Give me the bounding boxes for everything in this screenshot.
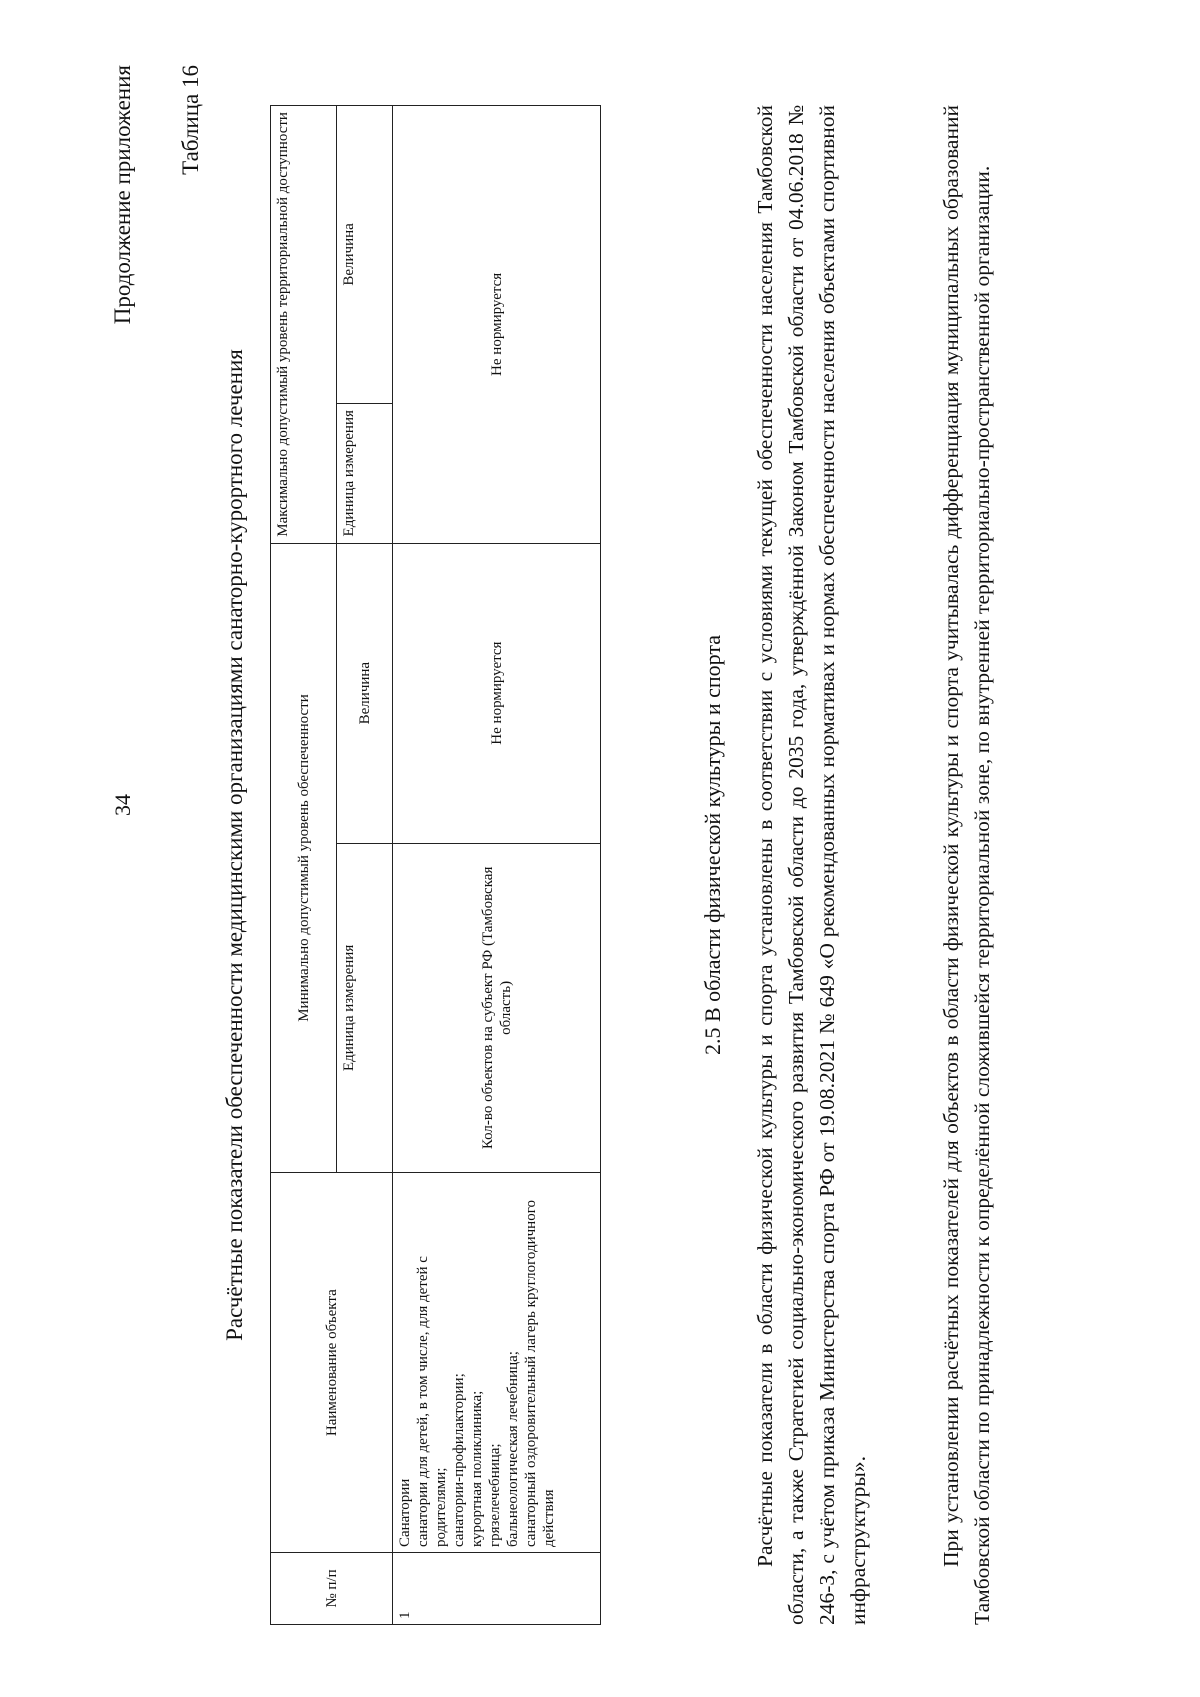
header-object-name: Наименование объекта <box>271 1173 393 1553</box>
object-line: санатории-профилактории; <box>451 1373 467 1548</box>
appendix-continuation: Продолжение приложения <box>110 65 135 325</box>
row-object-name <box>393 1173 601 1553</box>
paragraph-1 <box>750 105 874 1625</box>
header-max-value: Величина <box>337 106 393 404</box>
row-max-value: Не нормируется <box>393 106 601 544</box>
paragraph-1-text: Расчётные показатели в области физической культуры и спорта установлены в соответствии с условиями текущей обеспеченности населения Тамбовской области, а также Стратегией социально-экономического развития Тамбовской области до 2035 года, утверждённой Законом Тамбовской области от 04.06.2018 № 246-З, с учётом приказа Министерства спорта РФ от 19.08.2021 № 649 «О рекомендованных нормативах и нормах обеспеченности населения объектами спортивной инфраструктуры». <box>753 105 870 1625</box>
header-min-value: Величина <box>337 543 393 843</box>
object-line: курортная поликлиника; <box>469 1390 485 1548</box>
header-num: № п/п <box>271 1553 393 1625</box>
indicators-table <box>270 105 601 1625</box>
header-max-unit: Единица измерения <box>337 403 393 543</box>
row-min-value: Не нормируется <box>393 543 601 843</box>
table-number: Таблица 16 <box>178 65 203 175</box>
paragraph-2 <box>936 105 998 1625</box>
object-line: санаторный оздоровительный лагерь круглогодичного действия <box>523 1200 557 1548</box>
row-min-unit: Кол-во объектов на субъект РФ (Тамбовская область) <box>393 843 601 1173</box>
object-line: бальнеологическая лечебница; <box>505 1351 521 1548</box>
object-line: грязелечебница; <box>487 1443 503 1548</box>
header-min-level: Минимально допустимый уровень обеспеченности <box>271 543 337 1173</box>
header-min-unit: Единица измерения <box>337 843 393 1173</box>
header-max-level: Максимально допустимый уровень территориальной доступности <box>271 106 337 544</box>
row-num: 1 <box>393 1553 601 1625</box>
object-line: Санатории <box>397 1478 413 1548</box>
object-line: санатории для детей, в том числе, для детей с родителями; <box>415 1256 449 1548</box>
rotated-page <box>110 65 1110 1625</box>
table-title: Расчётные показатели обеспеченности медицинскими организациями санаторно-курортного лечения <box>222 349 247 1341</box>
page-number: 34 <box>110 794 135 816</box>
paragraph-2-text: При установлении расчётных показателей для объектов в области физической культуры и спорта учитывалась дифференциация муниципальных образований Тамбовской области по принадлежности к определённой сложившейся территориальной зоне, по внутренней территориально-пространственной организации. <box>939 105 994 1625</box>
section-heading: 2.5 В области физической культуры и спорта <box>700 634 725 1056</box>
